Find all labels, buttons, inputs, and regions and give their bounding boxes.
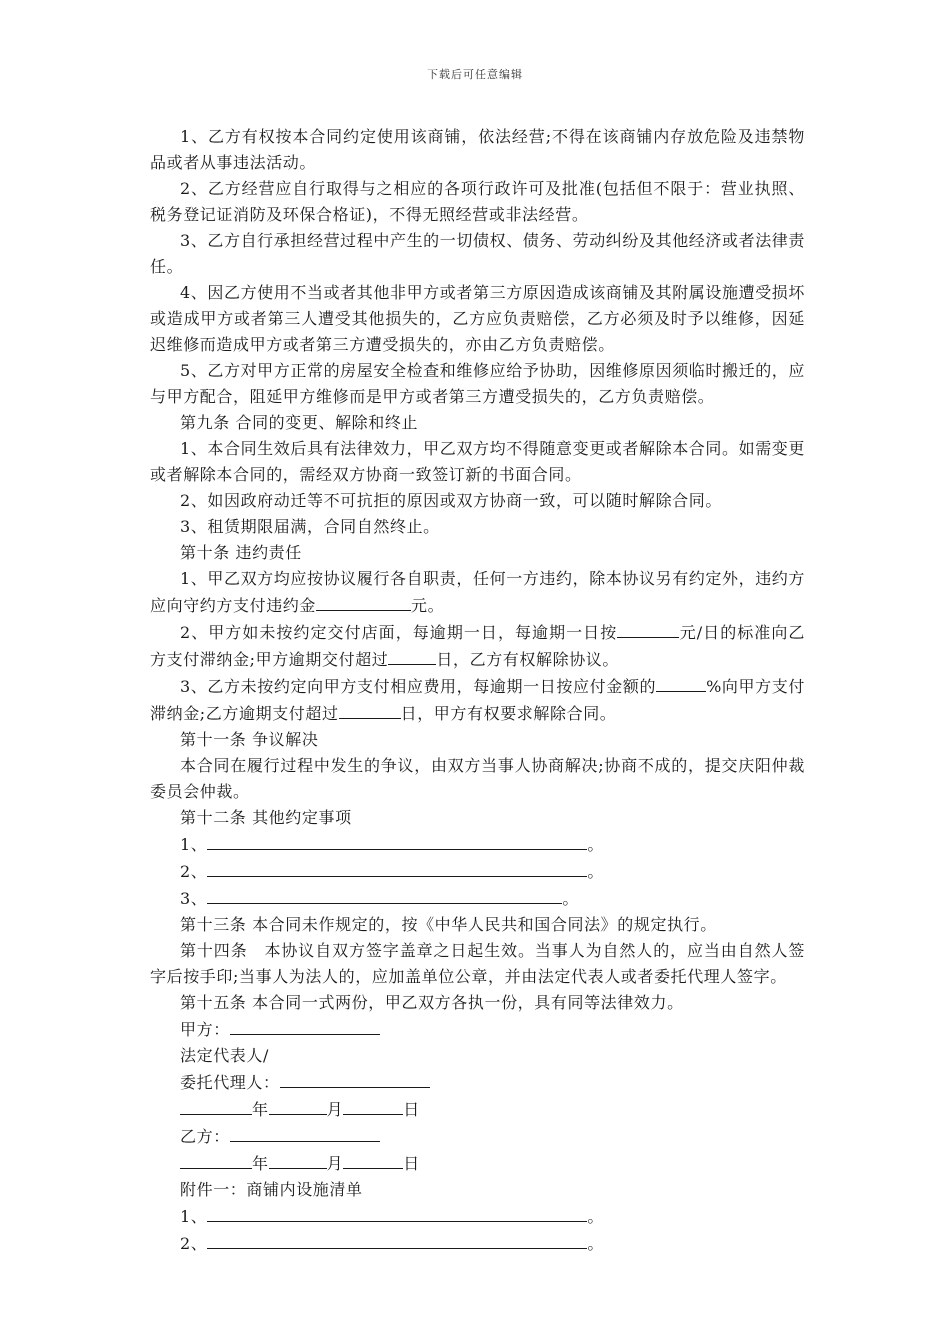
list-item xyxy=(150,885,805,912)
item-number: 1、 xyxy=(180,835,208,854)
clause-paragraph: 1、本合同生效后具有法律效力，甲乙双方均不得随意变更或者解除本合同。如需变更或者解除本合同的，需经双方协商一致签订新的书面合同。 xyxy=(150,439,805,484)
signature-line xyxy=(150,1069,805,1096)
clause-text: 2、甲方如未按约定交付店面，每逾期一日，每逾期一日按 xyxy=(180,623,618,642)
item-end: 。 xyxy=(587,835,604,854)
clause-paragraph: 第十五条 本合同一式两份，甲乙双方各执一份，具有同等法律效力。 xyxy=(180,993,684,1012)
day-label: 日 xyxy=(403,1154,420,1173)
clause-text: 元。 xyxy=(411,596,445,615)
page-header: 下载后可任意编辑 xyxy=(427,68,523,81)
signature-line xyxy=(150,1123,805,1150)
item-number: 1、 xyxy=(180,1207,208,1226)
day-label: 日 xyxy=(403,1100,420,1119)
month-blank[interactable] xyxy=(269,1096,327,1115)
item-number: 2、 xyxy=(180,862,208,881)
annex-heading: 附件一：商铺内设施清单 xyxy=(180,1180,363,1199)
item-end: 。 xyxy=(587,1234,604,1253)
agent-signature[interactable] xyxy=(280,1069,430,1088)
party-a-label: 甲方： xyxy=(180,1020,230,1039)
legal-rep-label: 法定代表人/ xyxy=(180,1046,269,1065)
item-end: 。 xyxy=(587,862,604,881)
clause-paragraph: 2、如因政府动迁等不可抗拒的原因或双方协商一致，可以随时解除合同。 xyxy=(180,491,722,510)
party-b-signature[interactable] xyxy=(230,1123,380,1142)
clause-paragraph: 3、租赁期限届满，合同自然终止。 xyxy=(180,517,440,536)
clause-text: 日，甲方有权要求解除合同。 xyxy=(400,704,617,723)
clause-paragraph: 2、乙方经营应自行取得与之相应的各项行政许可及批准(包括但不限于：营业执照、税务登记证消防及环保合格证)，不得无照经营或非法经营。 xyxy=(150,179,805,224)
clause-text: 3、乙方未按约定向甲方支付相应费用，每逾期一日按应付金额的 xyxy=(180,677,657,696)
clause-paragraph xyxy=(150,566,805,619)
clause-text: 日，乙方有权解除协议。 xyxy=(436,650,620,669)
fill-blank[interactable] xyxy=(656,673,706,692)
section-heading: 第九条 合同的变更、解除和终止 xyxy=(180,413,419,432)
party-a-signature[interactable] xyxy=(230,1016,380,1035)
list-item xyxy=(150,1230,805,1257)
fill-blank[interactable] xyxy=(207,1230,587,1249)
month-blank[interactable] xyxy=(269,1150,327,1169)
clause-paragraph: 4、因乙方使用不当或者其他非甲方或者第三方原因造成该商铺及其附属设施遭受损坏或造成甲方或者第三人遭受其他损失的，乙方应负责赔偿，乙方必须及时予以维修，因延迟维修而造成甲方或者第三方遭受损失的，亦由乙方负责赔偿。 xyxy=(150,283,805,354)
clause-text: 元/日的标准向乙方支付滞纳金;甲方逾期交付超过 xyxy=(150,623,805,669)
date-line xyxy=(150,1150,805,1177)
list-item xyxy=(150,831,805,858)
item-end: 。 xyxy=(562,889,579,908)
clause-paragraph: 第十三条 本合同未作规定的，按《中华人民共和国合同法》的规定执行。 xyxy=(180,915,717,934)
clause-paragraph: 本合同在履行过程中发生的争议，由双方当事人协商解决;协商不成的，提交庆阳仲裁委员会仲裁。 xyxy=(150,756,805,801)
clause-paragraph: 5、乙方对甲方正常的房屋安全检查和维修应给予协助，因维修原因须临时搬迁的，应与甲方配合，阻延甲方维修而是甲方或者第三方遭受损失的，乙方负责赔偿。 xyxy=(150,361,805,406)
section-heading: 第十条 违约责任 xyxy=(180,543,302,562)
clause-paragraph xyxy=(150,619,805,673)
agent-label: 委托代理人： xyxy=(180,1073,280,1092)
fill-blank[interactable] xyxy=(339,700,401,719)
fill-blank[interactable] xyxy=(207,831,587,850)
signature-line xyxy=(150,1016,805,1043)
clause-paragraph: 3、乙方自行承担经营过程中产生的一切债权、债务、劳动纠纷及其他经济或者法律责任。 xyxy=(150,231,805,276)
day-blank[interactable] xyxy=(343,1096,403,1115)
clause-paragraph: 1、乙方有权按本合同约定使用该商铺，依法经营;不得在该商铺内存放危险及违禁物品或者从事违法活动。 xyxy=(150,127,805,172)
fill-blank[interactable] xyxy=(207,885,562,904)
month-label: 月 xyxy=(326,1100,344,1119)
fill-blank[interactable] xyxy=(617,619,679,638)
party-b-label: 乙方： xyxy=(180,1127,230,1146)
fill-blank[interactable] xyxy=(388,646,436,665)
section-heading: 第十二条 其他约定事项 xyxy=(180,808,352,827)
year-blank[interactable] xyxy=(180,1096,252,1115)
item-end: 。 xyxy=(587,1207,604,1226)
fill-blank[interactable] xyxy=(207,858,587,877)
fill-blank[interactable] xyxy=(316,592,411,611)
year-label: 年 xyxy=(252,1154,269,1173)
section-heading: 第十一条 争议解决 xyxy=(180,730,319,749)
list-item xyxy=(150,1203,805,1230)
clause-paragraph: 第十四条 本协议自双方签字盖章之日起生效。当事人为自然人的，应当由自然人签字后按手印;当事人为法人的，应加盖单位公章，并由法定代表人或者委托代理人签字。 xyxy=(150,941,805,986)
date-line xyxy=(150,1096,805,1123)
item-number: 3、 xyxy=(180,889,208,908)
clause-text: 1、甲乙双方均应按协议履行各自职责，任何一方违约，除本协议另有约定外，违约方应向守约方支付违约金 xyxy=(150,569,805,615)
list-item xyxy=(150,858,805,885)
fill-blank[interactable] xyxy=(207,1203,587,1222)
year-blank[interactable] xyxy=(180,1150,252,1169)
year-label: 年 xyxy=(252,1100,269,1119)
clause-paragraph xyxy=(150,673,805,727)
document-body xyxy=(150,124,805,1257)
day-blank[interactable] xyxy=(343,1150,403,1169)
month-label: 月 xyxy=(326,1154,344,1173)
clause-text: %向甲方支付滞纳金;乙方逾期支付超过 xyxy=(150,677,805,723)
item-number: 2、 xyxy=(180,1234,208,1253)
